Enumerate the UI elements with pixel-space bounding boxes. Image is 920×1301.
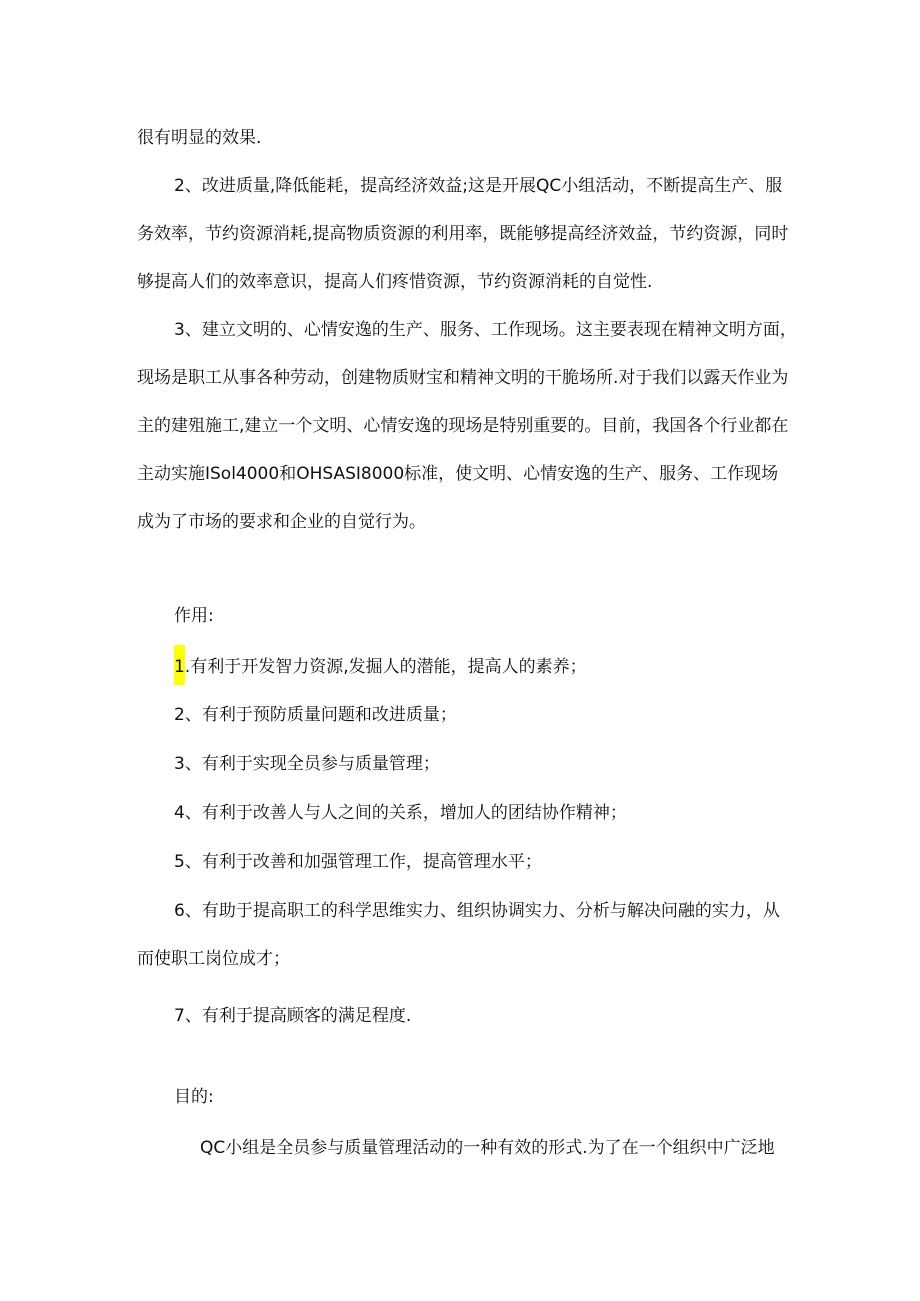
list-item-continuation: 而使职工岗位成才； <box>137 949 290 969</box>
list-item: 2、有利于预防质量问题和改进质量； <box>174 705 457 725</box>
paragraph-line: 主的建殂施工,建立一个文明、心情安逸的现场是特别重要的。目前，我国各个行业都在 <box>137 416 789 436</box>
paragraph-line: 3、建立文明的、心情安逸的生产、服务、工作现场。这主要表现在精神文明方面， <box>174 320 797 340</box>
paragraph-line: QC小组是全员参与质量管理活动的一种有效的形式.为了在一个组织中广泛地 <box>200 1138 775 1158</box>
list-item: 3、有利于实现全员参与质量管理； <box>174 754 440 774</box>
list-item: 5、有利于改善和加强管理工作，提高管理水平； <box>174 852 542 872</box>
paragraph-line: 现场是职工从事各种劳动，创建物质财宝和精神文明的干脆场所.对于我们以露天作业为 <box>137 368 789 388</box>
list-item: 7、有利于提高顾客的满足程度. <box>174 1006 412 1026</box>
list-item: 4、有利于改善人与人之间的关系，增加人的团结协作精神； <box>174 803 627 823</box>
paragraph-line: 很有明显的效果. <box>137 128 262 148</box>
paragraph-line: 2、改进质量,降低能耗，提高经济效益;这是开展QC小组活动，不断提高生产、服 <box>174 176 783 196</box>
paragraph-line: 务效率，节约资源消耗,提高物质资源的利用率，既能够提高经济效益，节约资源，同时 <box>137 224 789 244</box>
highlighted-number: 1 <box>174 645 185 685</box>
paragraph-line: 够提高人们的效率意识，提高人们疼惜资源，节约资源消耗的自觉性. <box>137 272 653 292</box>
section-heading-mudi: 目的: <box>174 1087 214 1107</box>
list-item <box>174 655 587 679</box>
section-heading-zuoyong: 作用: <box>174 606 214 626</box>
list-item-text: .有利于开发智力资源,发掘人的潜能，提高人的素养； <box>184 657 587 677</box>
paragraph-line: 成为了市场的要求和企业的自觉行为。 <box>137 512 426 532</box>
list-item: 6、有助于提高职工的科学思维实力、组织协调实力、分析与解决问融的实力，从 <box>174 901 780 921</box>
paragraph-line: 主动实施ISol4000和OHSASI8000标准，使文明、心情安逸的生产、服务、工作现场 <box>137 464 779 484</box>
